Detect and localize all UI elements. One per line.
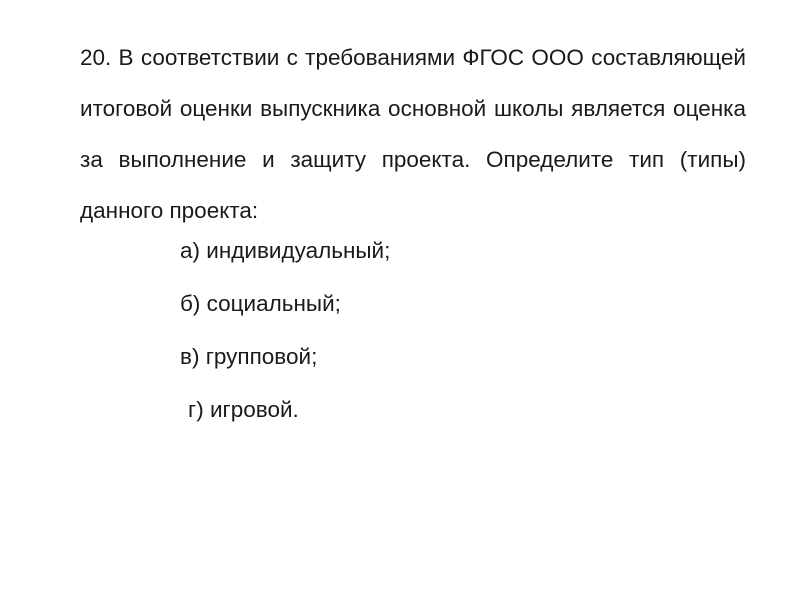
option-c: в) групповой; xyxy=(180,344,318,369)
question-text: 20. В соответствии с требованиями ФГОС ООО составляющей итоговой оценки выпускника основной школы является оценка за выполнение и защиту проекта. Определите тип (типы) данного проекта: xyxy=(80,45,746,223)
answer-options xyxy=(180,224,390,436)
option-d: г) игровой. xyxy=(188,397,299,422)
option-a: а) индивидуальный; xyxy=(180,238,391,263)
option-b: б) социальный; xyxy=(180,291,341,316)
